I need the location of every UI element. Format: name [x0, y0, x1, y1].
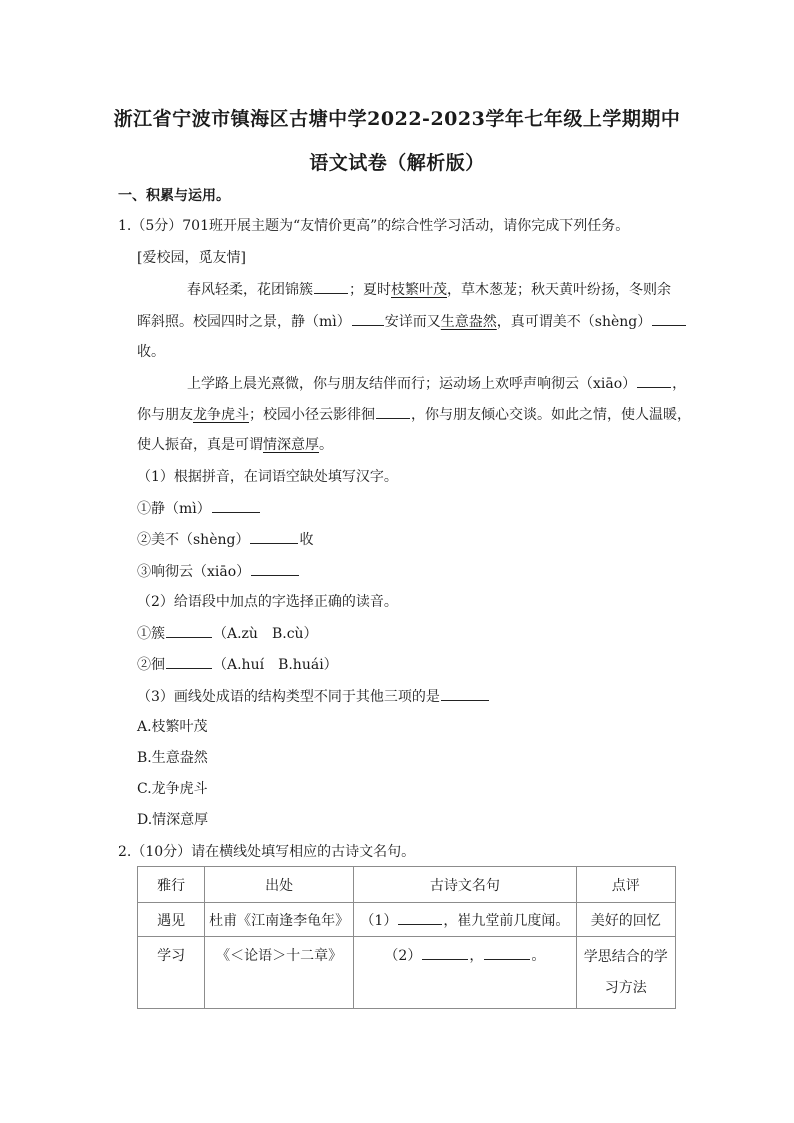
subquestion-2-item-2: [137, 654, 338, 675]
subquestion-1-item-1: [137, 498, 261, 519]
subquestion-1-item-3: [137, 561, 300, 582]
passage-2-line-2: [137, 404, 691, 425]
table-cell: [354, 903, 576, 937]
passage-1-line-3: 收。: [137, 344, 165, 360]
table-header: 点评: [576, 867, 675, 903]
subquestion-1-item-2: [137, 529, 313, 550]
table-header: 古诗文名句: [354, 867, 576, 903]
subquestion-2-prompt: （2）给语段中加点的字选择正确的读音。: [137, 594, 398, 610]
subquestion-1-prompt: （1）根据拼音，在词语空缺处填写汉字。: [137, 469, 398, 485]
option-a[interactable]: A.枝繁叶茂: [137, 719, 208, 735]
passage-text: 上学路上晨光熹微，你与朋友结伴而行；运动场上欢呼声响彻云（xiāo）: [187, 376, 637, 392]
underlined-idiom: 情深意厚: [263, 437, 319, 453]
passage-text: 晖斜照。校园四时之景，静（mì）: [137, 314, 351, 330]
cell-text: （1）: [360, 912, 398, 929]
subquestion-3-prompt: [137, 686, 490, 707]
answer-blank[interactable]: [422, 945, 468, 960]
cell-text: ，: [469, 948, 484, 964]
exam-title-line1: 浙江省宁波市镇海区古塘中学2022-2023学年七年级上学期期中: [113, 108, 681, 130]
item-label: ②美不（shèng）: [137, 532, 250, 548]
passage-text: 你与朋友: [137, 407, 193, 423]
passage-text: ，草木葱茏；秋天黄叶纷扬，冬则余: [447, 282, 671, 298]
table-cell: 学习: [138, 937, 205, 1009]
fill-blank[interactable]: [637, 373, 671, 388]
table-cell: 遇见: [138, 903, 205, 937]
passage-text: ，真可谓美不（shèng）: [496, 314, 652, 330]
passage-text: 。: [319, 437, 333, 453]
option-d[interactable]: D.情深意厚: [137, 812, 209, 828]
item-label: ②徊: [137, 657, 165, 673]
prompt-text: （3）画线处成语的结构类型不同于其他三项的是: [137, 689, 440, 705]
passage-2-line-3: [137, 435, 333, 455]
fill-blank[interactable]: [352, 311, 384, 326]
question-1-stem: 1.（5分）701班开展主题为“友情价更高”的综合性学习活动，请你完成下列任务。: [118, 218, 630, 234]
underlined-idiom: 生意盎然: [440, 314, 497, 330]
table-cell: 美好的回忆: [576, 903, 675, 937]
table-header: 雅行: [138, 867, 205, 903]
table-cell: 杜甫《江南逢李龟年》: [205, 903, 354, 937]
cell-text: ，崔九堂前几度闻。: [443, 912, 570, 929]
answer-blank[interactable]: [441, 686, 489, 701]
table-row: [138, 937, 676, 1009]
passage-2-line-1: [187, 373, 686, 394]
passage-text: ；校园小径云影徘徊: [249, 407, 375, 423]
cell-text: 。: [531, 948, 546, 964]
table-cell: [354, 937, 576, 1009]
passage-1-line-2: [137, 311, 687, 332]
item-choices: （A.huí B.huái）: [213, 657, 338, 673]
item-choices: （A.zù B.cù）: [213, 626, 318, 642]
item-label: ①静（mì）: [137, 501, 211, 517]
table-header-row: [138, 867, 676, 903]
cell-text: （2）: [384, 948, 422, 964]
passage-text: 使人振奋，真是可谓: [137, 437, 263, 453]
passage-text: ，: [672, 376, 687, 392]
answer-blank[interactable]: [398, 910, 442, 925]
fill-blank[interactable]: [314, 279, 348, 294]
table-cell: 学思结合的学习方法: [576, 937, 675, 1009]
poem-table: [137, 866, 676, 1009]
answer-blank[interactable]: [166, 623, 212, 638]
exam-title-line2: 语文试卷（解析版）: [309, 152, 485, 174]
answer-blank[interactable]: [166, 654, 212, 669]
answer-blank[interactable]: [250, 529, 298, 544]
answer-blank[interactable]: [251, 561, 299, 576]
fill-blank[interactable]: [376, 404, 410, 419]
passage-text: 安详而又: [384, 314, 441, 330]
question-1-subtitle: [爱校园，觅友情]: [137, 250, 246, 266]
fill-blank[interactable]: [652, 311, 686, 326]
underlined-idiom: 龙争虎斗: [193, 407, 249, 423]
table-row: [138, 903, 676, 937]
option-c[interactable]: C.龙争虎斗: [137, 781, 208, 797]
answer-blank[interactable]: [212, 498, 260, 513]
question-2-stem: 2.（10分）请在横线处填写相应的古诗文名句。: [118, 844, 416, 860]
passage-text: ，你与朋友倾心交谈。如此之情，使人温暖，: [411, 407, 691, 423]
item-tail: 收: [299, 532, 314, 548]
answer-blank[interactable]: [484, 945, 530, 960]
passage-1-line-1: [187, 279, 671, 300]
section-heading: 一、积累与运用。: [118, 188, 230, 204]
subquestion-2-item-1: [137, 623, 318, 644]
item-label: ③响彻云（xiāo）: [137, 564, 251, 580]
option-b[interactable]: B.生意盎然: [137, 750, 208, 766]
table-cell: 《＜论语＞十二章》: [205, 937, 354, 1009]
item-label: ①簇: [137, 626, 165, 642]
underlined-idiom: 枝繁叶茂: [391, 282, 447, 298]
passage-text: ；夏时: [349, 282, 391, 298]
table-header: 出处: [205, 867, 354, 903]
passage-text: 春风轻柔，花团锦簇: [187, 282, 313, 298]
